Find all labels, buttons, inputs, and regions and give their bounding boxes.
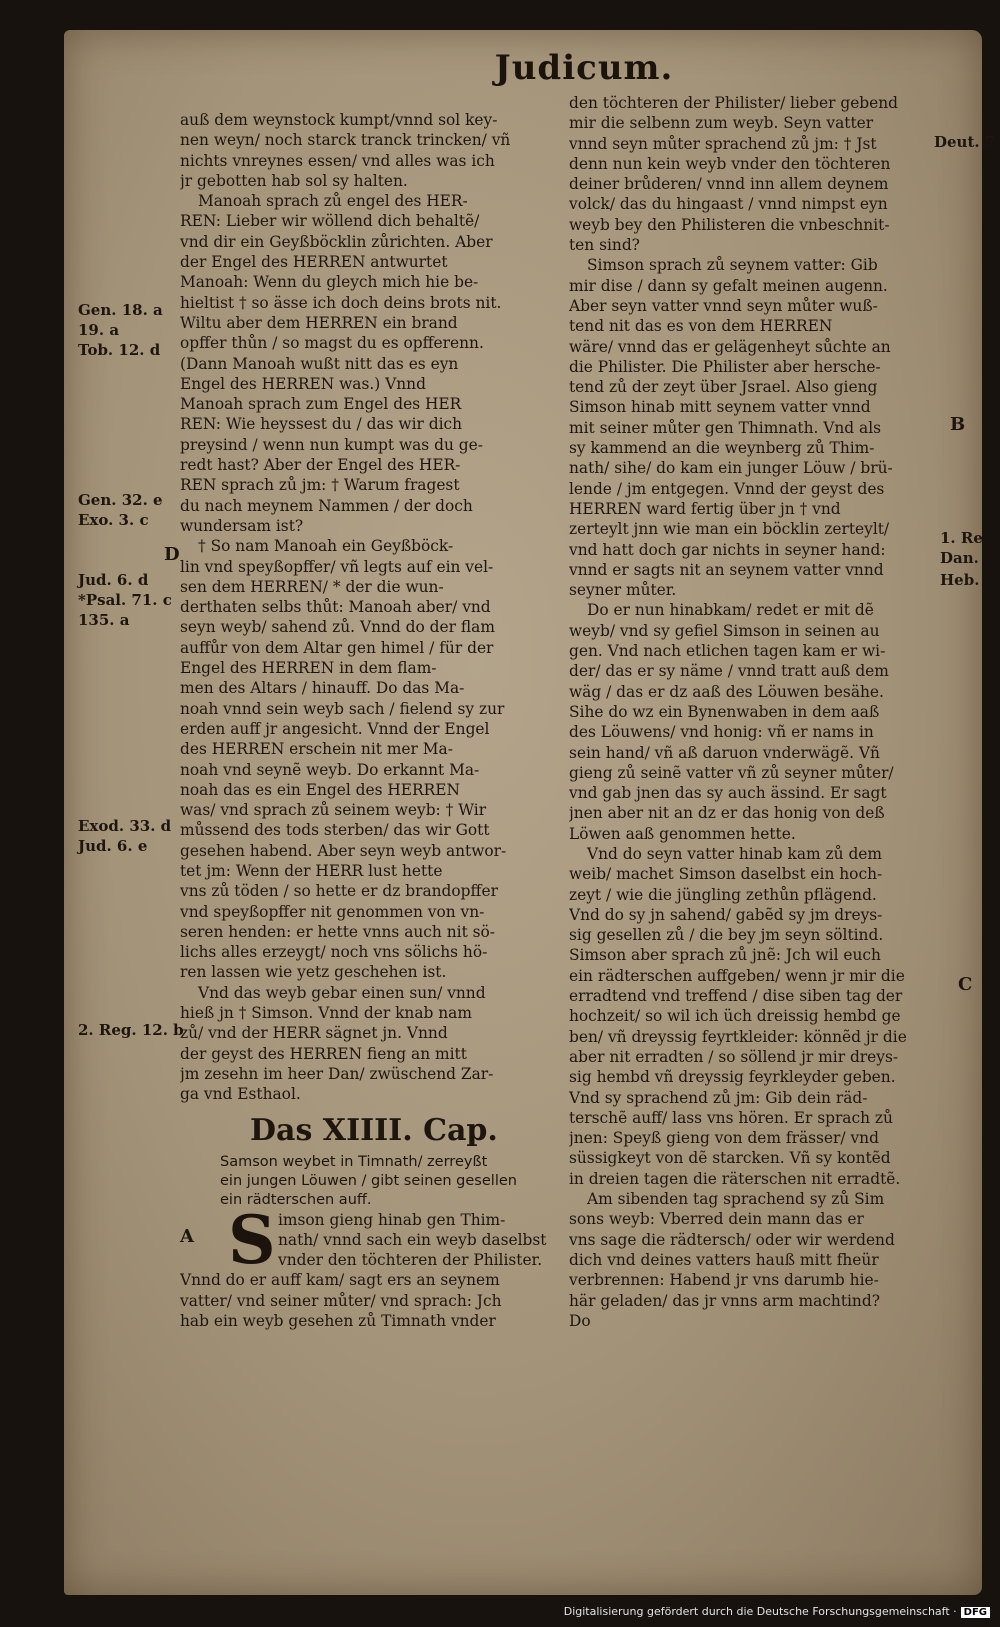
text-line: der/ das er sy näme / vnnd tratt auß dem (569, 662, 889, 681)
text-line: redt hast? Aber der Engel des HER- (180, 456, 461, 475)
dropcap-initial: S (228, 1200, 276, 1279)
text-line: vnder den töchteren der Philister. (278, 1251, 543, 1270)
text-line: deiner brůderen/ vnnd inn allem deynem (569, 175, 889, 194)
text-line: seyn weyb/ sahend zů. Vnnd do der flam (180, 618, 495, 637)
text-line: lin vnd speyßopffer/ vñ legts auf ein vel- (180, 557, 494, 576)
right-column (569, 93, 941, 1331)
text-line: weib/ machet Simson daselbst ein hoch- (569, 865, 883, 884)
text-line: Do (569, 1311, 591, 1330)
text-line: lende / jm entgegen. Vnnd der geyst des (569, 479, 885, 498)
text-line: sons weyb: Vberred dein mann das er (569, 1210, 864, 1229)
left-column-text (180, 110, 558, 1105)
text-line: lichs alles erzeygt/ noch vns sölichs hö- (180, 943, 488, 962)
text-line: Am sibenden tag sprachend sy zů Sim (587, 1190, 885, 1209)
text-line: tend zů der zeyt über Jsrael. Also gieng (569, 378, 878, 397)
margin-note: Exo. 3. c (78, 511, 149, 529)
text-line: Löwen aaß genommen hette. (569, 824, 796, 843)
text-line: aber nit erradten / so söllend jr mir dreys- (569, 1047, 899, 1066)
text-line: Simson aber sprach zů jnẽ: Jch wil euch (569, 946, 881, 965)
text-line: des Löuwens/ vnd honig: vñ er nams in (569, 723, 874, 742)
text-line: sig gesellen zů / die bey jm seyn söltind. (569, 926, 884, 945)
text-line: seren henden: er hette vnns auch nit sö- (180, 922, 496, 941)
text-line: dich vnd deines vatters hauß mitt fheür (569, 1250, 879, 1269)
text-line: mit seiner můter gen Thimnath. Vnd als (569, 418, 882, 437)
text-line: sig hembd vñ dreyssig feyrkleyder geben. (569, 1068, 896, 1087)
text-line: Engel des HERREN in dem flam- (180, 659, 437, 678)
text-line: der geyst des HERREN fieng an mitt (180, 1044, 467, 1063)
text-line: REN: Lieber wir wöllend dich behaltẽ/ (180, 212, 480, 231)
text-line: Manoah: Wenn du gleych mich hie be- (180, 273, 479, 292)
text-line: ren lassen wie yetz geschehen ist. (180, 963, 447, 982)
text-line: wäre/ vnnd das er gelägenheyt sůchte an (569, 337, 891, 356)
margin-note: 1. Re (940, 529, 983, 547)
left-column (180, 110, 558, 1331)
text-line: hab ein weyb gesehen zů Timnath vnder (180, 1312, 496, 1331)
text-line: Manoah sprach zů engel des HER- (198, 192, 468, 211)
margin-note: 19. a (78, 321, 120, 339)
text-line: süssigkeyt von dẽ starcken. Vñ sy kontẽd (569, 1149, 891, 1168)
text-line: jm zesehn im heer Dan/ zwüschend Zar- (180, 1064, 494, 1083)
margin-note: Tob. 12. d (78, 341, 161, 359)
margin-note: Gen. 32. e (78, 491, 163, 509)
text-line: vnd speyßopffer nit genommen von vn- (180, 902, 485, 921)
text-line: Simson sprach zů seynem vatter: Gib (587, 256, 878, 275)
book-page (64, 30, 996, 1595)
text-line: gieng zů seinẽ vatter vñ zů seyner můter/ (569, 763, 894, 782)
margin-note: Jud. 6. d (78, 571, 149, 589)
section-letter: C (958, 974, 973, 995)
text-line: was/ vnd sprach zů seinem weyb: † Wir (180, 801, 487, 820)
text-line: † So nam Manoah ein Geyßböck- (198, 537, 454, 556)
text-line: Vnd do sy jn sahend/ gabẽd sy jm dreys- (569, 905, 883, 924)
margin-note: Exod. 33. d (78, 817, 172, 835)
chapter-heading: Das XIIII. Cap. (250, 1112, 498, 1148)
summary-line: Samson weybet in Timnath/ zerreyßt (220, 1153, 488, 1170)
text-line: preysind / wenn nun kumpt was du ge- (180, 435, 483, 454)
text-line: nath/ sihe/ do kam ein junger Löuw / brü- (569, 459, 893, 478)
text-line: noah vnnd sein weyb sach / fielend sy zur (180, 699, 505, 718)
text-line: wäg / das er dz aaß des Löuwen besähe. (569, 682, 884, 701)
text-line: sy kammend an die weynberg zů Thim- (569, 439, 875, 458)
text-line: des HERREN erschein nit mer Ma- (180, 740, 453, 759)
text-line: zerteylt jnn wie man ein böcklin zerteylt/ (569, 520, 890, 539)
text-line: denn nun kein weyb vnder den töchteren (569, 154, 891, 173)
text-line: ten sind? (569, 236, 640, 255)
text-line: mir die selbenn zum weyb. Seyn vatter (569, 114, 874, 133)
text-line: Vnd do seyn vatter hinab kam zů dem (587, 844, 883, 863)
margin-note: Gen. 18. a (78, 301, 163, 319)
text-line: jnen: Speyß gieng von dem frässer/ vnd (569, 1129, 879, 1148)
text-line: vatter/ vnd seiner můter/ vnd sprach: Jch (180, 1291, 502, 1310)
running-head: Judicum. (494, 48, 674, 88)
chapter-opening (180, 1200, 558, 1279)
text-line: REN sprach zů jm: † Warum fragest (180, 476, 460, 495)
text-line: Aber seyn vatter vnnd seyn můter wuß- (569, 296, 878, 315)
text-line: Manoah sprach zum Engel des HER (180, 395, 462, 414)
section-letter: A (180, 1226, 194, 1247)
text-line: Vnnd do er auff kam/ sagt ers an seynem (180, 1271, 500, 1290)
summary-line: ein jungen Löuwen / gibt seinen gesellen (220, 1172, 517, 1189)
text-line: sein hand/ vñ aß daruon vnderwägẽ. Vñ (569, 743, 880, 762)
text-line: terschẽ auff/ lass vns hören. Er sprach zů (569, 1108, 893, 1127)
text-line: du nach meynem Nammen / der doch (180, 496, 473, 515)
text-line: Sihe do wz ein Bynenwaben in dem aaß (569, 702, 880, 721)
text-line: noah vnd seynẽ weyb. Do erkannt Ma- (180, 760, 480, 779)
text-line: här geladen/ das jr vnns arm machtind? (569, 1291, 880, 1310)
section-letter: D (164, 544, 180, 565)
text-line: vns sage die rädtersch/ oder wir werdend (569, 1230, 895, 1249)
dfg-logo: DFG (961, 1607, 990, 1618)
text-line: hieß jn † Simson. Vnnd der knab nam (180, 1004, 472, 1023)
text-line: ein rädterschen auffgeben/ wenn jr mir die (569, 966, 905, 985)
margin-note: Jud. 6. e (78, 837, 148, 855)
text-line: men des Altars / hinauff. Do das Ma- (180, 679, 465, 698)
margin-note: 2. Reg. 12. b (78, 1021, 184, 1039)
text-line: vnd gab jnen das sy auch ässind. Er sagt (569, 784, 887, 803)
text-line: nichts vnreynes essen/ vnd alles was ich (180, 151, 495, 170)
text-line: opffer thůn / so magst du es opfferenn. (180, 334, 484, 353)
text-line: weyb/ vnd sy gefiel Simson in seinen au (569, 621, 880, 640)
text-line: zů/ vnd der HERR sägnet jn. Vnnd (180, 1024, 448, 1043)
margin-note: Deut. 7 (934, 133, 996, 151)
text-line: auffůr von dem Altar gen himel / für der (180, 638, 494, 657)
right-column-text (569, 93, 941, 1331)
text-line: (Dann Manoah wußt nitt das es eyn (180, 354, 459, 373)
text-line: vnd hatt doch gar nichts in seyner hand: (569, 540, 886, 559)
text-line: wundersam ist? (180, 516, 304, 535)
text-line: gesehen habend. Aber seyn weyb antwor- (180, 841, 507, 860)
text-line: sen dem HERREN/ * der die wun- (180, 577, 444, 596)
text-line: můssend des tods sterben/ das wir Gott (180, 821, 490, 840)
text-line: nath/ vnnd sach ein weyb daselbst (278, 1230, 547, 1249)
text-line: HERREN ward fertig über jn † vnd (569, 499, 841, 518)
text-line: jr gebotten hab sol sy halten. (180, 171, 408, 190)
credit-text: Digitalisierung gefördert durch die Deutsche Forschungsgemeinschaft · (563, 1605, 957, 1618)
text-line: gen. Vnd nach etlichen tagen kam er wi- (569, 642, 886, 661)
text-line: die Philister. Die Philister aber hersche- (569, 357, 881, 376)
text-line: Vnd sy sprachend zů jm: Gib dein räd- (569, 1088, 868, 1107)
text-line: hochzeit/ so wil ich üch dreissig hembd ge (569, 1007, 901, 1026)
text-line: vns zů töden / so hette er dz brandopffer (180, 882, 498, 901)
digitization-credit (564, 1605, 990, 1621)
text-line: verbrennen: Habend jr vns darumb hie- (569, 1271, 879, 1290)
text-line: weyb bey den Philisteren die vnbeschnit- (569, 215, 890, 234)
text-line: ga vnd Esthaol. (180, 1085, 301, 1104)
margin-note: *Psal. 71. c (78, 591, 172, 609)
text-line: jnen aber nit an dz er das honig von deß (569, 804, 885, 823)
text-line: vnnd seyn můter sprachend zů jm: † Jst (569, 134, 877, 153)
text-line: den töchteren der Philister/ lieber gebend (569, 94, 899, 112)
text-line: seyner můter. (569, 581, 677, 600)
text-line: volck/ das du hingaast / vnnd nimpst eyn (569, 195, 888, 214)
text-line: Do er nun hinabkam/ redet er mit dẽ (587, 601, 874, 620)
text-line: hieltist † so ässe ich doch deins brots nit. (180, 293, 502, 312)
text-line: tet jm: Wenn der HERR lust hette (180, 861, 443, 880)
text-line: der Engel des HERREN antwurtet (180, 253, 448, 272)
text-line: erradtend vnd treffend / dise siben tag der (569, 987, 903, 1006)
text-line: Engel des HERREN was.) Vnnd (180, 374, 426, 393)
text-line: auß dem weynstock kumpt/vnnd sol key- (180, 111, 498, 129)
text-line: Simson hinab mitt seynem vatter vnnd (569, 398, 871, 417)
text-line: imson gieng hinab gen Thim- (278, 1210, 506, 1229)
margin-note: 135. a (78, 611, 130, 629)
margin-note: Dan. (940, 549, 979, 567)
text-line: Vnd das weyb gebar einen sun/ vnnd (198, 983, 486, 1002)
text-line: mir dise / dann sy gefalt meinen augenn. (569, 276, 888, 295)
text-line: zeyt / wie die jüngling zethůn pflägend. (569, 885, 877, 904)
text-line: Wiltu aber dem HERREN ein brand (180, 313, 458, 332)
text-line: vnd dir ein Geyßböcklin zůrichten. Aber (180, 232, 493, 251)
text-line: derthaten selbs thůt: Manoah aber/ vnd (180, 598, 491, 617)
text-line: nen weyn/ noch starck tranck trincken/ vñ (180, 131, 511, 150)
text-line: vnnd er sagts nit an seynem vatter vnnd (569, 560, 884, 579)
text-line: in dreien tagen die räterschen nit erradtẽ. (569, 1169, 901, 1188)
left-column-text-bottom (180, 1270, 558, 1331)
text-line: noah das es ein Engel des HERREN (180, 780, 460, 799)
summary-line: ein rädterschen auff. (220, 1191, 372, 1208)
text-line: erden auff jr angesicht. Vnnd der Engel (180, 719, 490, 738)
text-line: ben/ vñ dreyssig feyrtkleider: könnẽd jr die (569, 1027, 907, 1046)
text-line: REN: Wie heyssest du / das wir dich (180, 415, 463, 434)
text-line: tend nit das es von dem HERREN (569, 317, 833, 336)
margin-note: Heb. (940, 571, 980, 589)
section-letter: B (950, 414, 966, 435)
